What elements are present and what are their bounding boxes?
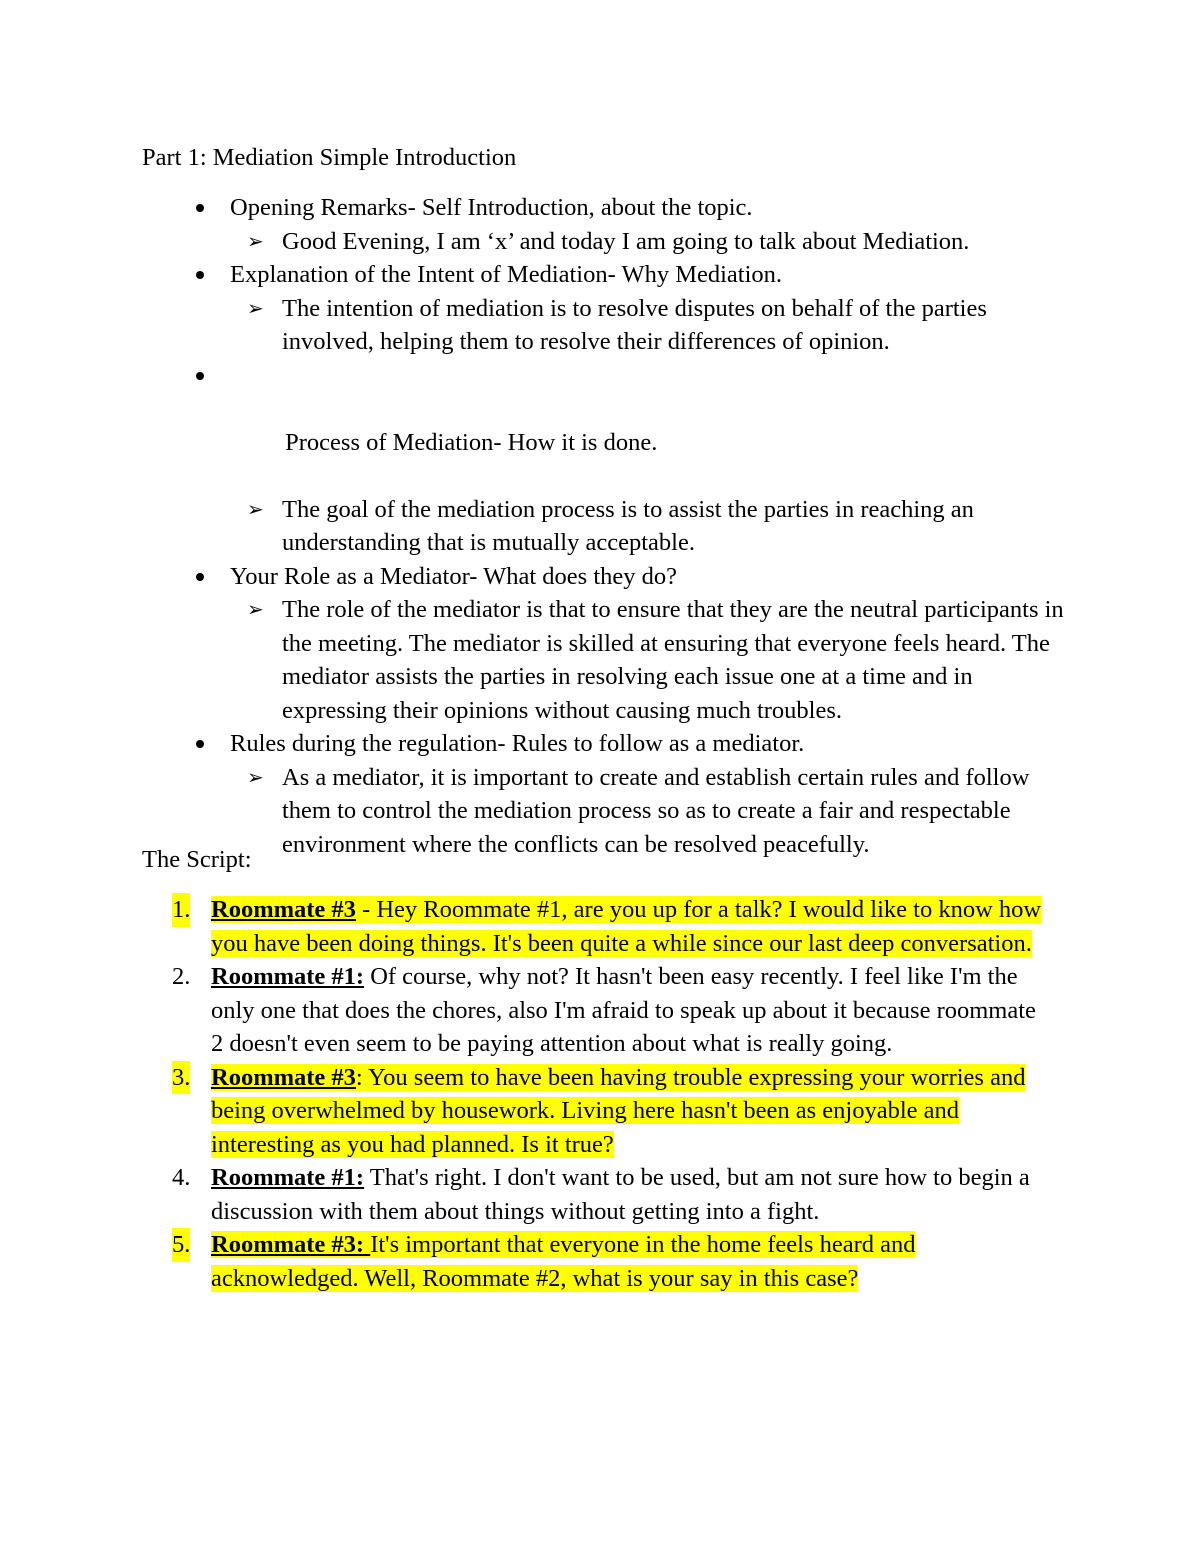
bullet-list (0, 191, 1200, 861)
list-item (0, 560, 1200, 728)
speaker-name: Roommate #3 (211, 896, 356, 923)
bullet-label: Process of Mediation- How it is done. (279, 428, 658, 456)
dialogue-text: : You seem to have been having trouble expressing your worries and being overwhelmed by housework. Living here hasn't been as enjoyable and interesting as you had planned. Is it true? (211, 1063, 1026, 1158)
script-heading: The Script: (142, 846, 252, 873)
script-list (0, 893, 1200, 1295)
bullet-label: Your Role as a Mediator- What does they do? (230, 562, 678, 590)
sub-bullet-text: The goal of the mediation process is to assist the parties in reaching an understanding that is mutually acceptable. (282, 495, 974, 556)
bullet-dot-icon (196, 372, 204, 380)
section-heading: Part 1: Mediation Simple Introduction (142, 144, 517, 171)
dialogue-text: It's important that everyone in the home feels heard and acknowledged. Well, Roommate #2, what is your say in this case? (211, 1231, 916, 1292)
bullet-dot-icon (196, 271, 204, 279)
sub-bullet-text: The intention of mediation is to resolve disputes on behalf of the parties involved, helping them to resolve their differences of opinion. (282, 294, 987, 355)
line-number: 5. (172, 1228, 190, 1262)
line-number: 2. (172, 963, 191, 990)
sub-bullet (0, 292, 1072, 359)
sub-bullet (0, 225, 1072, 259)
bullet-label: Opening Remarks- Self Introduction, about the topic. (230, 194, 753, 221)
bullet-dot-icon (196, 204, 204, 212)
sub-bullet-text: Good Evening, I am ‘x’ and today I am going to talk about Mediation. (282, 227, 970, 255)
script-line (0, 893, 1051, 960)
sub-bullet (0, 493, 1072, 560)
script-line (0, 1228, 1051, 1295)
arrow-bullet-icon: ➢ (247, 764, 264, 789)
bullet-line (0, 191, 1200, 225)
speaker-name: Roommate #3 (211, 1063, 356, 1091)
speaker-name: Roommate #3: (211, 1231, 371, 1258)
sub-bullet-text: The role of the mediator is that to ensure that they are the neutral participants in the meeting. The mediator is skilled at ensuring that everyone feels heard. The mediator assists the parties in resolving each issue one at a time and in expressing their opinions without causing much troubles. (282, 596, 1064, 724)
script-line (0, 1061, 1051, 1162)
script-line (0, 960, 1051, 1061)
list-item (0, 359, 1200, 560)
script-line (0, 1161, 1051, 1228)
speaker-name: Roommate #1: (211, 1164, 365, 1191)
line-number: 4. (172, 1164, 191, 1191)
arrow-bullet-icon: ➢ (247, 228, 264, 253)
highlighted-text (211, 1231, 915, 1292)
dialogue-text: Of course, why not? It hasn't been easy recently. I feel like I'm the only one that does the chores, also I'm afraid to speak up about it because roommate 2 doesn't even seem to be paying attention about what is really going. (211, 963, 1036, 1057)
sub-bullet-text: As a mediator, it is important to create and establish certain rules and follow them to control the mediation process so as to create a fair and respectable environment where the conflicts can be resolved peacefully. (282, 763, 1030, 858)
list-item (0, 727, 1200, 861)
dialogue-text: That's right. I don't want to be used, but am not sure how to begin a discussion with them about things without getting into a fight. (211, 1164, 1030, 1225)
line-number: 1. (172, 893, 190, 927)
bullet-line (0, 359, 1200, 493)
dialogue-text: - Hey Roommate #1, are you up for a talk? I would like to know how you have been doing things. It's been quite a while since our last deep conversation. (211, 896, 1042, 957)
arrow-bullet-icon: ➢ (247, 295, 264, 320)
list-item (0, 258, 1200, 359)
bullet-line (0, 727, 1200, 761)
bullet-dot-icon (196, 573, 204, 581)
arrow-bullet-icon: ➢ (247, 496, 264, 521)
arrow-bullet-icon: ➢ (247, 597, 264, 621)
sub-bullet (0, 593, 1072, 727)
bullet-line (0, 258, 1200, 292)
line-number: 3. (172, 1061, 190, 1095)
bullet-label: Explanation of the Intent of Mediation- Why Mediation. (230, 261, 783, 288)
bullet-line (0, 560, 1200, 594)
bullet-label: Rules during the regulation- Rules to follow as a mediator. (230, 730, 805, 757)
list-item (0, 191, 1200, 258)
highlighted-text (211, 1064, 1025, 1158)
bullet-dot-icon (196, 740, 204, 748)
highlighted-text (211, 896, 1041, 957)
speaker-name: Roommate #1: (211, 963, 365, 990)
